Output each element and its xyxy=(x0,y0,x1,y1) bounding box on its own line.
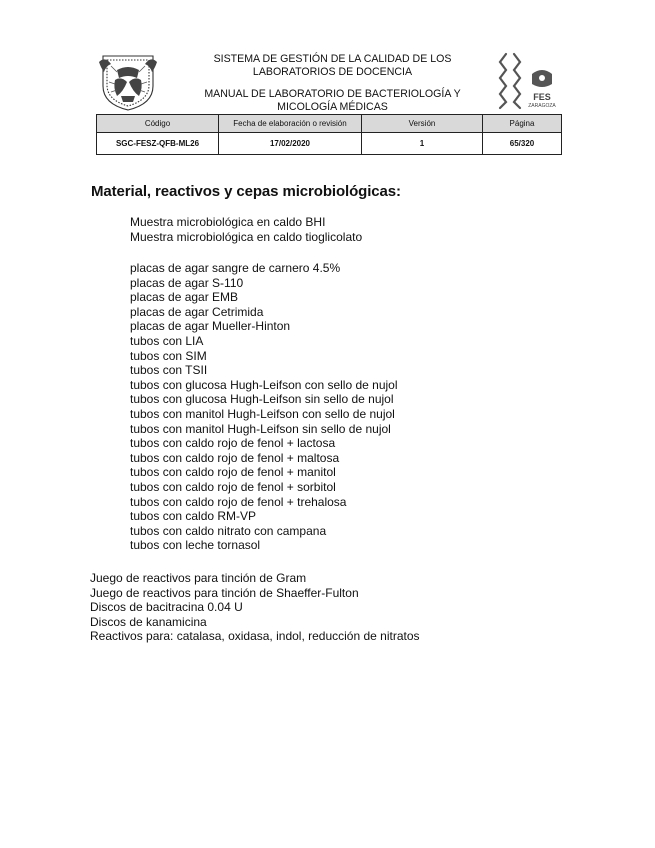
system-title-line-1: SISTEMA DE GESTIÓN DE LA CALIDAD DE LOS xyxy=(213,53,452,65)
list-item: tubos con caldo rojo de fenol + sorbitol xyxy=(130,479,336,494)
list-item: tubos con manitol Hugh-Leifson sin sello de nujol xyxy=(130,421,391,436)
list-item: Discos de kanamicina xyxy=(90,614,207,629)
list-item: tubos con SIM xyxy=(130,348,207,363)
value-pagina: 65/320 xyxy=(483,133,562,155)
list-item: Juego de reactivos para tinción de Shaeffer-Fulton xyxy=(90,585,359,600)
manual-title-line-2: MICOLOGÍA MÉDICAS xyxy=(277,100,388,113)
manual-title xyxy=(190,88,475,113)
unam-crest-logo xyxy=(97,52,159,112)
list-item: placas de agar S-110 xyxy=(130,275,244,290)
fes-logo-text: FES xyxy=(533,92,551,102)
value-fecha: 17/02/2020 xyxy=(219,133,362,155)
header-codigo: Código xyxy=(97,115,219,133)
control-table-value-row xyxy=(97,133,562,155)
header-version: Versión xyxy=(362,115,483,133)
list-item: tubos con caldo rojo de fenol + maltosa xyxy=(130,450,340,465)
list-item: tubos con caldo rojo de fenol + trehalosa xyxy=(130,494,347,509)
list-item: placas de agar EMB xyxy=(130,290,239,305)
fes-logo-subtext: ZARAGOZA xyxy=(528,103,556,109)
section-heading: Material, reactivos y cepas microbiológicas: xyxy=(91,183,401,200)
list-item: placas de agar Cetrimida xyxy=(130,304,264,319)
list-item: Juego de reactivos para tinción de Gram xyxy=(90,571,307,585)
system-title-line-2: LABORATORIOS DE DOCENCIA xyxy=(252,65,413,78)
culture-media-list xyxy=(130,261,398,553)
header-fecha: Fecha de elaboración o revisión xyxy=(219,115,362,133)
list-item: tubos con leche tornasol xyxy=(130,538,261,553)
header-pagina: Página xyxy=(483,115,562,133)
list-item: Muestra microbiológica en caldo tioglicolato xyxy=(130,229,363,244)
list-item: tubos con caldo RM-VP xyxy=(130,509,257,524)
list-item: tubos con manitol Hugh-Leifson con sello de nujol xyxy=(130,406,395,421)
list-item: Reactivos para: catalasa, oxidasa, indol, reducción de nitratos xyxy=(90,629,420,644)
control-table-header-row xyxy=(97,115,562,133)
list-item: tubos con caldo rojo de fenol + manitol xyxy=(130,465,336,480)
value-codigo: SGC-FESZ-QFB-ML26 xyxy=(97,133,219,155)
list-item: placas de agar Mueller-Hinton xyxy=(130,319,291,334)
list-item: Muestra microbiológica en caldo BHI xyxy=(130,215,326,229)
list-item: tubos con caldo nitrato con campana xyxy=(130,523,327,538)
value-version: 1 xyxy=(362,133,483,155)
samples-list xyxy=(130,215,362,244)
list-item: tubos con glucosa Hugh-Leifson con sello de nujol xyxy=(130,377,398,392)
list-item: tubos con LIA xyxy=(130,333,204,348)
list-item: tubos con glucosa Hugh-Leifson sin sello de nujol xyxy=(130,392,394,407)
list-item: tubos con TSII xyxy=(130,363,208,378)
fes-zaragoza-logo xyxy=(496,52,564,110)
document-system-title xyxy=(190,53,475,78)
manual-title-line-1: MANUAL DE LABORATORIO DE BACTERIOLOGÍA Y xyxy=(204,88,461,100)
document-control-table xyxy=(96,114,562,155)
list-item: placas de agar sangre de carnero 4.5% xyxy=(130,261,341,275)
reagents-list xyxy=(90,571,420,644)
list-item: Discos de bacitracina 0.04 U xyxy=(90,600,243,615)
list-item: tubos con caldo rojo de fenol + lactosa xyxy=(130,436,336,451)
